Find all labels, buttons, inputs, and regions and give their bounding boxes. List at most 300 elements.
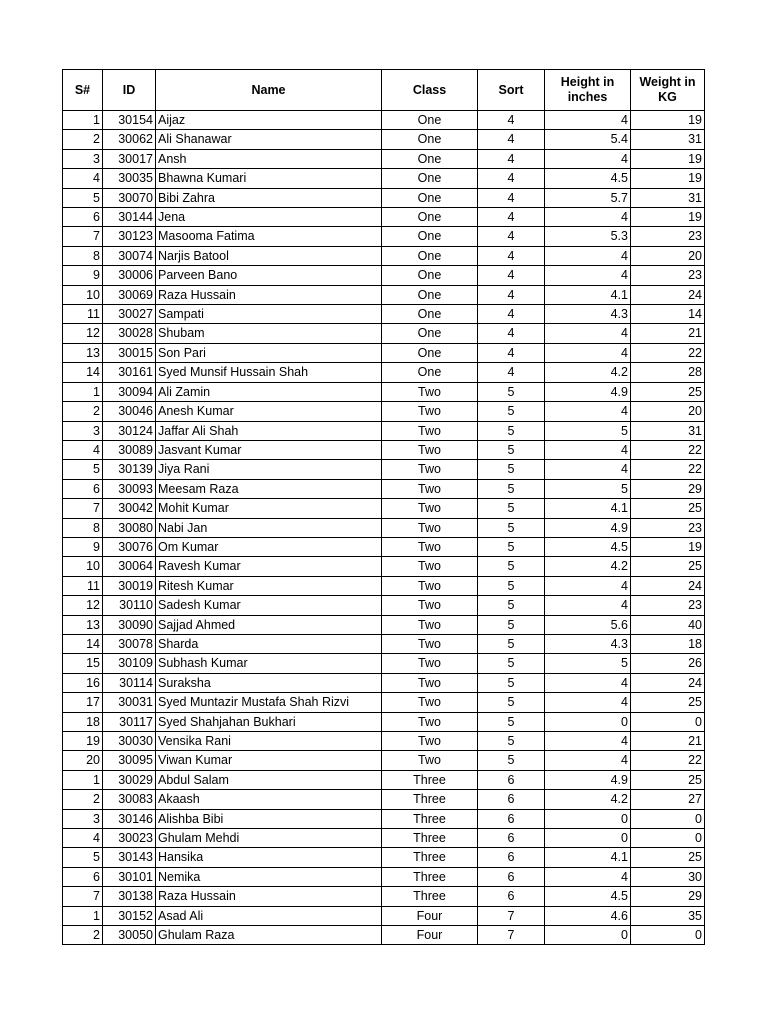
table-row: [63, 809, 705, 828]
cell-height: 4.9: [545, 770, 631, 789]
cell-name: Son Pari: [156, 343, 382, 362]
cell-height: 4: [545, 246, 631, 265]
cell-sort: 5: [478, 596, 545, 615]
table-body: [63, 111, 705, 945]
cell-height: 4: [545, 440, 631, 459]
cell-id: 30064: [103, 557, 156, 576]
cell-height: 4: [545, 208, 631, 227]
cell-class: Two: [382, 402, 478, 421]
cell-sort: 7: [478, 926, 545, 945]
cell-sort: 5: [478, 634, 545, 653]
cell-sort: 4: [478, 305, 545, 324]
cell-weight: 19: [631, 111, 705, 130]
table-row: [63, 537, 705, 556]
cell-name: Narjis Batool: [156, 246, 382, 265]
table-row: [63, 732, 705, 751]
table-row: [63, 208, 705, 227]
cell-class: Two: [382, 479, 478, 498]
cell-weight: 22: [631, 751, 705, 770]
table-row: [63, 305, 705, 324]
cell-sort: 6: [478, 809, 545, 828]
cell-name: Bibi Zahra: [156, 188, 382, 207]
cell-class: Four: [382, 906, 478, 925]
cell-id: 30069: [103, 285, 156, 304]
cell-sort: 5: [478, 402, 545, 421]
cell-sort: 4: [478, 208, 545, 227]
cell-height: 4: [545, 732, 631, 751]
cell-sort: 4: [478, 324, 545, 343]
cell-weight: 0: [631, 829, 705, 848]
cell-class: One: [382, 305, 478, 324]
cell-class: Two: [382, 576, 478, 595]
header-row: [63, 70, 705, 111]
cell-weight: 30: [631, 867, 705, 886]
cell-height: 0: [545, 809, 631, 828]
cell-name: Bhawna Kumari: [156, 169, 382, 188]
header-height: Height in inches: [545, 70, 631, 111]
cell-name: Asad Ali: [156, 906, 382, 925]
cell-class: Two: [382, 460, 478, 479]
cell-name: Masooma Fatima: [156, 227, 382, 246]
cell-name: Raza Hussain: [156, 285, 382, 304]
cell-id: 30117: [103, 712, 156, 731]
cell-height: 5.7: [545, 188, 631, 207]
cell-serial: 9: [63, 537, 103, 556]
table-row: [63, 926, 705, 945]
cell-serial: 16: [63, 673, 103, 692]
cell-id: 30031: [103, 693, 156, 712]
table-row: [63, 673, 705, 692]
cell-height: 4.9: [545, 382, 631, 401]
cell-weight: 25: [631, 557, 705, 576]
cell-height: 4.3: [545, 634, 631, 653]
cell-serial: 8: [63, 246, 103, 265]
cell-height: 4.5: [545, 537, 631, 556]
cell-sort: 7: [478, 906, 545, 925]
table-row: [63, 149, 705, 168]
cell-id: 30070: [103, 188, 156, 207]
cell-name: Subhash Kumar: [156, 654, 382, 673]
cell-sort: 5: [478, 421, 545, 440]
cell-class: Two: [382, 712, 478, 731]
cell-height: 4.2: [545, 790, 631, 809]
cell-sort: 5: [478, 693, 545, 712]
cell-class: One: [382, 111, 478, 130]
cell-id: 30017: [103, 149, 156, 168]
cell-class: One: [382, 343, 478, 362]
cell-class: Three: [382, 848, 478, 867]
cell-name: Jaffar Ali Shah: [156, 421, 382, 440]
cell-serial: 18: [63, 712, 103, 731]
cell-name: Viwan Kumar: [156, 751, 382, 770]
cell-id: 30146: [103, 809, 156, 828]
cell-id: 30089: [103, 440, 156, 459]
cell-name: Suraksha: [156, 673, 382, 692]
cell-id: 30006: [103, 266, 156, 285]
table-row: [63, 751, 705, 770]
cell-height: 4: [545, 111, 631, 130]
table-row: [63, 402, 705, 421]
cell-weight: 25: [631, 499, 705, 518]
cell-height: 4.6: [545, 906, 631, 925]
cell-weight: 22: [631, 440, 705, 459]
cell-serial: 6: [63, 208, 103, 227]
cell-height: 4.2: [545, 363, 631, 382]
cell-serial: 15: [63, 654, 103, 673]
cell-class: Three: [382, 809, 478, 828]
cell-serial: 9: [63, 266, 103, 285]
cell-name: Hansika: [156, 848, 382, 867]
cell-sort: 4: [478, 188, 545, 207]
cell-serial: 14: [63, 363, 103, 382]
cell-weight: 25: [631, 848, 705, 867]
table-row: [63, 499, 705, 518]
cell-id: 30074: [103, 246, 156, 265]
header-class: Class: [382, 70, 478, 111]
cell-name: Om Kumar: [156, 537, 382, 556]
table-row: [63, 324, 705, 343]
cell-class: Two: [382, 499, 478, 518]
cell-sort: 6: [478, 887, 545, 906]
cell-weight: 24: [631, 673, 705, 692]
header-id: ID: [103, 70, 156, 111]
cell-weight: 29: [631, 887, 705, 906]
cell-name: Syed Shahjahan Bukhari: [156, 712, 382, 731]
cell-id: 30019: [103, 576, 156, 595]
cell-class: Four: [382, 926, 478, 945]
cell-height: 0: [545, 829, 631, 848]
cell-name: Nemika: [156, 867, 382, 886]
cell-weight: 25: [631, 770, 705, 789]
cell-serial: 7: [63, 227, 103, 246]
cell-weight: 0: [631, 712, 705, 731]
cell-height: 4: [545, 343, 631, 362]
cell-id: 30027: [103, 305, 156, 324]
cell-class: Two: [382, 615, 478, 634]
cell-weight: 0: [631, 926, 705, 945]
cell-weight: 19: [631, 208, 705, 227]
cell-class: Two: [382, 518, 478, 537]
cell-serial: 1: [63, 111, 103, 130]
cell-height: 0: [545, 926, 631, 945]
cell-name: Sampati: [156, 305, 382, 324]
cell-id: 30030: [103, 732, 156, 751]
cell-weight: 0: [631, 809, 705, 828]
cell-serial: 1: [63, 906, 103, 925]
cell-weight: 23: [631, 596, 705, 615]
cell-weight: 25: [631, 382, 705, 401]
cell-name: Jena: [156, 208, 382, 227]
cell-id: 30028: [103, 324, 156, 343]
cell-weight: 18: [631, 634, 705, 653]
cell-class: Two: [382, 751, 478, 770]
table-row: [63, 887, 705, 906]
cell-sort: 5: [478, 479, 545, 498]
cell-serial: 17: [63, 693, 103, 712]
cell-serial: 2: [63, 402, 103, 421]
cell-serial: 19: [63, 732, 103, 751]
cell-weight: 35: [631, 906, 705, 925]
cell-class: Two: [382, 634, 478, 653]
cell-sort: 4: [478, 130, 545, 149]
cell-weight: 23: [631, 227, 705, 246]
cell-class: One: [382, 285, 478, 304]
cell-class: Three: [382, 770, 478, 789]
cell-height: 4.5: [545, 169, 631, 188]
table-row: [63, 169, 705, 188]
cell-weight: 31: [631, 421, 705, 440]
cell-name: Ghulam Mehdi: [156, 829, 382, 848]
cell-height: 5.3: [545, 227, 631, 246]
cell-serial: 7: [63, 887, 103, 906]
cell-height: 0: [545, 712, 631, 731]
table-row: [63, 266, 705, 285]
cell-weight: 27: [631, 790, 705, 809]
cell-height: 4: [545, 460, 631, 479]
cell-name: Ritesh Kumar: [156, 576, 382, 595]
cell-weight: 14: [631, 305, 705, 324]
table-row: [63, 130, 705, 149]
cell-sort: 5: [478, 615, 545, 634]
cell-sort: 5: [478, 751, 545, 770]
cell-weight: 21: [631, 324, 705, 343]
cell-sort: 4: [478, 227, 545, 246]
cell-height: 4: [545, 596, 631, 615]
cell-height: 4.1: [545, 499, 631, 518]
table-row: [63, 770, 705, 789]
cell-class: One: [382, 363, 478, 382]
cell-sort: 6: [478, 867, 545, 886]
cell-class: Two: [382, 421, 478, 440]
cell-serial: 1: [63, 770, 103, 789]
cell-serial: 3: [63, 809, 103, 828]
cell-id: 30123: [103, 227, 156, 246]
cell-serial: 4: [63, 169, 103, 188]
cell-name: Ansh: [156, 149, 382, 168]
cell-name: Ali Zamin: [156, 382, 382, 401]
cell-serial: 5: [63, 460, 103, 479]
cell-weight: 24: [631, 285, 705, 304]
header-name: Name: [156, 70, 382, 111]
cell-id: 30078: [103, 634, 156, 653]
cell-class: Two: [382, 732, 478, 751]
cell-serial: 8: [63, 518, 103, 537]
cell-id: 30152: [103, 906, 156, 925]
cell-class: One: [382, 188, 478, 207]
cell-class: Three: [382, 867, 478, 886]
cell-sort: 6: [478, 829, 545, 848]
cell-sort: 5: [478, 537, 545, 556]
cell-serial: 11: [63, 576, 103, 595]
table-row: [63, 343, 705, 362]
cell-class: One: [382, 324, 478, 343]
cell-id: 30114: [103, 673, 156, 692]
cell-height: 4: [545, 149, 631, 168]
cell-serial: 5: [63, 848, 103, 867]
cell-name: Aijaz: [156, 111, 382, 130]
cell-class: Two: [382, 596, 478, 615]
cell-name: Shubam: [156, 324, 382, 343]
cell-height: 4.9: [545, 518, 631, 537]
cell-sort: 5: [478, 732, 545, 751]
cell-weight: 28: [631, 363, 705, 382]
cell-name: Ghulam Raza: [156, 926, 382, 945]
cell-id: 30101: [103, 867, 156, 886]
cell-sort: 5: [478, 382, 545, 401]
cell-class: Two: [382, 557, 478, 576]
cell-id: 30094: [103, 382, 156, 401]
cell-serial: 3: [63, 149, 103, 168]
table-row: [63, 363, 705, 382]
cell-class: One: [382, 266, 478, 285]
cell-sort: 5: [478, 557, 545, 576]
cell-serial: 13: [63, 615, 103, 634]
cell-name: Raza Hussain: [156, 887, 382, 906]
cell-sort: 4: [478, 266, 545, 285]
cell-weight: 19: [631, 169, 705, 188]
cell-id: 30083: [103, 790, 156, 809]
cell-weight: 40: [631, 615, 705, 634]
cell-weight: 29: [631, 479, 705, 498]
cell-name: Jiya Rani: [156, 460, 382, 479]
cell-weight: 25: [631, 693, 705, 712]
cell-sort: 5: [478, 518, 545, 537]
table-row: [63, 654, 705, 673]
cell-weight: 20: [631, 246, 705, 265]
cell-height: 5.6: [545, 615, 631, 634]
cell-serial: 2: [63, 926, 103, 945]
cell-serial: 5: [63, 188, 103, 207]
cell-id: 30029: [103, 770, 156, 789]
cell-height: 4.1: [545, 848, 631, 867]
cell-class: Two: [382, 654, 478, 673]
cell-class: Two: [382, 440, 478, 459]
cell-id: 30042: [103, 499, 156, 518]
cell-weight: 21: [631, 732, 705, 751]
cell-sort: 6: [478, 770, 545, 789]
cell-weight: 22: [631, 343, 705, 362]
table-row: [63, 867, 705, 886]
cell-sort: 4: [478, 363, 545, 382]
cell-id: 30139: [103, 460, 156, 479]
table-row: [63, 712, 705, 731]
table-row: [63, 790, 705, 809]
table-row: [63, 596, 705, 615]
table-row: [63, 440, 705, 459]
cell-id: 30023: [103, 829, 156, 848]
cell-height: 5.4: [545, 130, 631, 149]
cell-class: One: [382, 130, 478, 149]
cell-class: Three: [382, 829, 478, 848]
table-row: [63, 421, 705, 440]
cell-height: 5: [545, 479, 631, 498]
table-row: [63, 460, 705, 479]
cell-sort: 5: [478, 673, 545, 692]
cell-id: 30161: [103, 363, 156, 382]
cell-serial: 13: [63, 343, 103, 362]
cell-class: Two: [382, 693, 478, 712]
cell-name: Anesh Kumar: [156, 402, 382, 421]
cell-serial: 4: [63, 440, 103, 459]
cell-id: 30138: [103, 887, 156, 906]
cell-height: 4: [545, 693, 631, 712]
cell-weight: 19: [631, 149, 705, 168]
cell-sort: 4: [478, 169, 545, 188]
cell-serial: 2: [63, 790, 103, 809]
cell-id: 30090: [103, 615, 156, 634]
cell-class: Two: [382, 382, 478, 401]
cell-id: 30050: [103, 926, 156, 945]
cell-class: Two: [382, 537, 478, 556]
table-row: [63, 479, 705, 498]
cell-id: 30144: [103, 208, 156, 227]
cell-id: 30015: [103, 343, 156, 362]
cell-id: 30109: [103, 654, 156, 673]
cell-name: Sadesh Kumar: [156, 596, 382, 615]
table-row: [63, 848, 705, 867]
table-row: [63, 906, 705, 925]
cell-name: Parveen Bano: [156, 266, 382, 285]
student-table: [62, 69, 705, 945]
cell-name: Mohit Kumar: [156, 499, 382, 518]
cell-serial: 6: [63, 479, 103, 498]
cell-height: 4: [545, 673, 631, 692]
cell-height: 4.2: [545, 557, 631, 576]
cell-name: Syed Muntazir Mustafa Shah Rizvi: [156, 693, 382, 712]
cell-name: Akaash: [156, 790, 382, 809]
cell-height: 5: [545, 654, 631, 673]
cell-sort: 6: [478, 848, 545, 867]
cell-id: 30035: [103, 169, 156, 188]
cell-serial: 7: [63, 499, 103, 518]
cell-class: One: [382, 246, 478, 265]
cell-name: Alishba Bibi: [156, 809, 382, 828]
cell-name: Meesam Raza: [156, 479, 382, 498]
table-row: [63, 634, 705, 653]
cell-id: 30093: [103, 479, 156, 498]
cell-id: 30095: [103, 751, 156, 770]
cell-class: Two: [382, 673, 478, 692]
cell-height: 4: [545, 266, 631, 285]
cell-height: 4: [545, 576, 631, 595]
header-weight: Weight in KG: [631, 70, 705, 111]
cell-name: Abdul Salam: [156, 770, 382, 789]
cell-height: 4.3: [545, 305, 631, 324]
table-row: [63, 382, 705, 401]
cell-serial: 10: [63, 557, 103, 576]
cell-id: 30062: [103, 130, 156, 149]
cell-height: 4: [545, 751, 631, 770]
cell-sort: 5: [478, 440, 545, 459]
cell-class: Three: [382, 887, 478, 906]
table-row: [63, 518, 705, 537]
cell-sort: 4: [478, 343, 545, 362]
table-row: [63, 111, 705, 130]
cell-serial: 20: [63, 751, 103, 770]
cell-weight: 31: [631, 130, 705, 149]
cell-height: 4.5: [545, 887, 631, 906]
cell-height: 4.1: [545, 285, 631, 304]
cell-id: 30110: [103, 596, 156, 615]
cell-sort: 4: [478, 149, 545, 168]
table-row: [63, 285, 705, 304]
cell-weight: 24: [631, 576, 705, 595]
cell-sort: 4: [478, 285, 545, 304]
cell-serial: 1: [63, 382, 103, 401]
cell-name: Sharda: [156, 634, 382, 653]
cell-id: 30076: [103, 537, 156, 556]
cell-class: Three: [382, 790, 478, 809]
